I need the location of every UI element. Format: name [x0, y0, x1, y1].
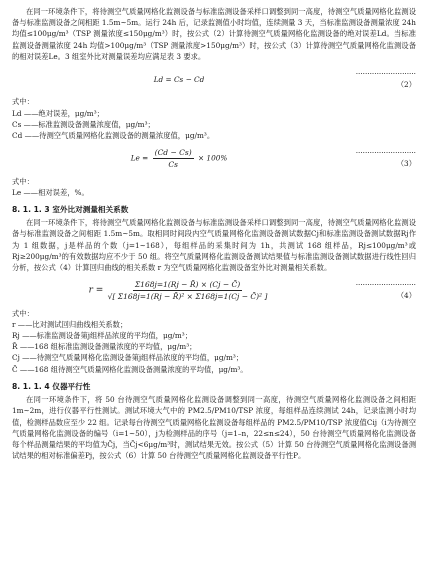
formula-4-body — [12, 280, 346, 301]
paragraph-parallelism: 在同一环境条件下，将 50 台待测空气质量网格化监测设备调整到同一高度，待测空气质量网格化监测设备之间相距 1m~2m，进行仪器平行性测试。测试环境大气中的 PM2.5/PM10/TSP 浓度，每组样品连续测试 24h，记录监测小时均值，检测样品数应至少 22 组。记录每台待测空气质量网格化监测设备每组样品的 PM2.5/PM10/TSP 浓度值Cij（i为待测空气质量网格化监测设备的编号（i=1~50），j为检测样品的序号（j=1–n，22≤n≤24），50 台待测空气质量网格化监测设备每个样品测量结果的平均值为C̄j，当C̄j<6μg/m³时，测试结果无效。按公式（5）计算 50 台待测空气质量网格化监测设备测试结果的相对标准偏差Pj，按公式（6）计算 50 台待测空气质量网格化监测设备平行性P。 — [12, 395, 416, 461]
section-heading-correlation: 8. 1. 1. 3 室外比对测量相关系数 — [12, 205, 129, 215]
formula-3 — [12, 147, 416, 169]
formula-4-lhs: r = — [88, 285, 104, 296]
formula-2-body: Ld = Cs − Cd — [153, 74, 205, 84]
formula-4 — [12, 279, 416, 301]
formula-3-rhs: × 100% — [198, 153, 228, 163]
section-heading-parallelism: 8. 1. 1. 4 仪器平行性 — [12, 381, 91, 391]
definition-item: R̄ ——168 组标准监测设备测量浓度的平均值，μg/m³； — [12, 342, 197, 352]
formula-3-fraction — [153, 148, 194, 169]
formula-3-denominator: Cs — [168, 159, 178, 169]
definitions-3 — [12, 319, 416, 375]
formula-3-lhs: Le = — [130, 153, 149, 163]
paragraph-correlation: 在同一环境条件下，将待测空气质量网格化监测设备与标准监测设备采样口调整到同一高度，待测空气质量网格化监测设备与标准监测设备之间相距 1.5m~5m。取相同时间段内空气质量网格化监测设备测试数据Cj和标准监测设备测试数据Rj作为 1 组数据，j是样品的个数（j=1~168），每组样品的采集时间为 1h，共测试 168 组样品，Rj≤100μg/m³或Rj≥200μg/m³的有效数据均应不少于 50 组。将空气质量网格化监测设备测试结果值与标准监测设备测试数据进行线性回归分析，按公式（4）计算回归曲线的相关系数 r 为空气质量网格化监测设备室外比对测量相关系数。 — [12, 218, 416, 273]
definition-item: Le ——相对误差，%。 — [12, 187, 89, 197]
where-label-1: 式中： — [12, 97, 34, 107]
formula-2 — [12, 68, 416, 90]
formula-2-number: ··························（2） — [355, 69, 416, 90]
definitions-2 — [12, 187, 416, 198]
formula-4-numerator: Σ168j=1(Rj − R̄) × (Cj − C̄) — [134, 279, 241, 289]
definition-item: C̄ ——168 组待测空气质量网格化监测设备测量浓度的平均值，μg/m³。 — [12, 364, 248, 374]
definition-item: Cs ——标准监测设备测量浓度值，μg/m³； — [12, 119, 155, 129]
definition-item: r ——比对测试回归曲线相关系数； — [12, 319, 128, 329]
formula-3-number: ··························（3） — [355, 148, 416, 169]
paragraph-outdoor-error: 在同一环境条件下，将待测空气质量网格化监测设备与标准监测设备采样口调整到同一高度，待测空气质量网格化监测设备与标准监测设备之间相距 1.5m~5m。运行 24h 后，记录监测值小时均值，连续测量 3 天，当标准监测设备测量浓度 24h 均值≤100μg/m³（TSP 测量浓度≤150μg/m³）时，按公式（2）计算待测空气质量网格化监测设备的绝对误差Ld。当标准监测设备测量浓度 24h 均值>100μg/m³（TSP 测量浓度>150μg/m³）时，按公式（3）计算待测空气质量网格化监测设备的相对误差Le。3 组室外比对测量误差均应满足表 3 要求。 — [12, 7, 416, 61]
formula-4-denominator: √[ Σ168j=1(Rj − R̄)² × Σ168j=1(Cj − C̄)² ] — [107, 291, 268, 301]
definition-item: Cd ——待测空气质量网格化监测设备的测量浓度值，μg/m³。 — [12, 131, 215, 141]
formula-4-number: ··························（4） — [355, 280, 416, 301]
formula-4-fraction — [108, 280, 268, 301]
formula-3-numerator: (Cd − Cs) — [154, 147, 192, 157]
definition-item: Rj ——标准监测设备第j组样品浓度的平均值，μg/m³； — [12, 331, 192, 341]
formula-3-body — [12, 148, 346, 169]
definition-item: Ld ——绝对误差，μg/m³； — [12, 108, 104, 118]
where-label-3: 式中： — [12, 308, 34, 318]
definitions-1 — [12, 108, 416, 142]
definition-item: Cj ——待测空气质量网格化监测设备第j组样品浓度的平均值，μg/m³； — [12, 353, 244, 363]
where-label-2: 式中： — [12, 176, 34, 186]
